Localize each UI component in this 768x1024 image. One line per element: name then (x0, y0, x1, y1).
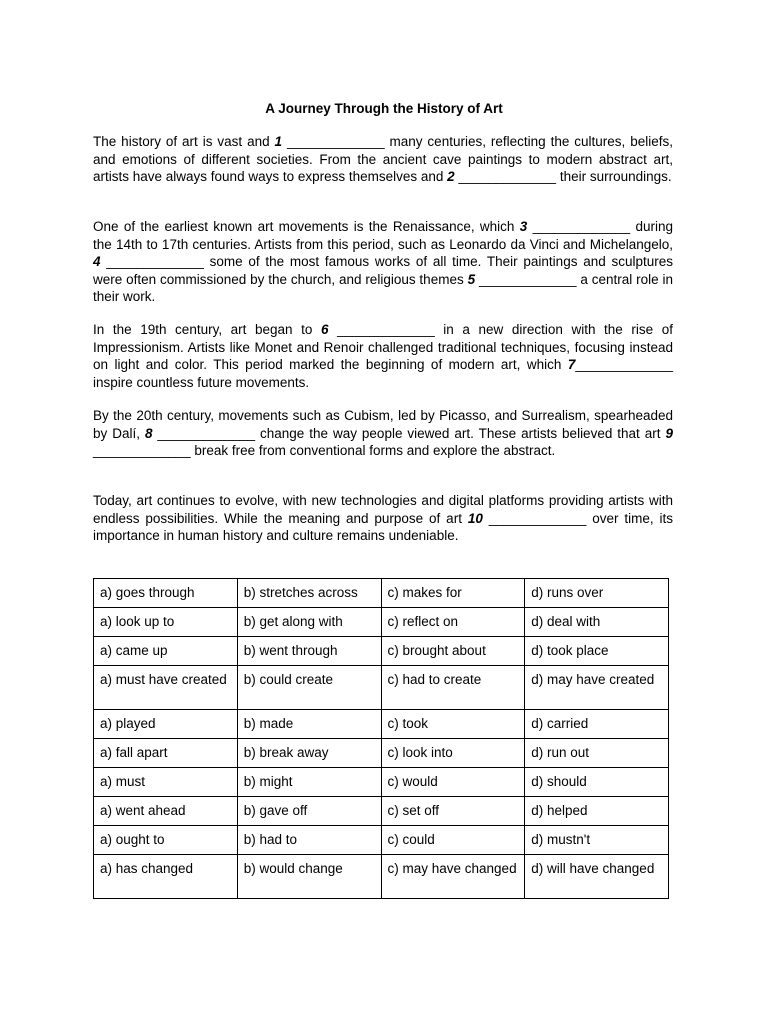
blank-line: _____________ (478, 271, 577, 287)
paragraph-text: during the 14th to 17th centuries. Artists from this period, such as Leonardo da Vinci and Michelangelo, (93, 219, 673, 252)
options-row-3 (94, 637, 669, 666)
options-row-2 (94, 608, 669, 637)
option-cell: c) makes for (381, 579, 525, 608)
paragraph-text: In the 19th century, art began to (93, 322, 321, 337)
paragraph-text: many centuries, reflecting the cultures, beliefs, and emotions of different societies. From the ancient cave paintings to modern abstract art, artists have always found ways to express themselves and (93, 134, 673, 185)
blank-number: 5 (467, 271, 476, 287)
option-cell: b) gave off (237, 797, 381, 826)
blank-line: _____________ (286, 134, 385, 149)
paragraph-text: some of the most famous works of all time. Their paintings and sculptures were often commissioned by the church, and religious themes (93, 254, 673, 287)
blank-line: _____________ (458, 169, 557, 185)
option-cell: c) look into (381, 739, 525, 768)
options-row-7 (94, 768, 669, 797)
option-cell: b) stretches across (237, 579, 381, 608)
paragraph-text: break free from conventional forms and explore the abstract. (190, 443, 556, 459)
option-cell: a) must have created (94, 666, 238, 710)
paragraph-text: their surroundings. (556, 169, 672, 185)
blank-number: 2 (447, 169, 455, 185)
paragraph-5 (93, 492, 673, 545)
option-cell: b) could create (237, 666, 381, 710)
option-cell: c) took (381, 710, 525, 739)
options-row-1 (94, 579, 669, 608)
option-cell: c) would (381, 768, 525, 797)
paragraph-text: The history of art is vast and (93, 134, 275, 149)
option-cell: b) get along with (237, 608, 381, 637)
option-cell: d) will have changed (525, 855, 669, 899)
blank-number: 1 (274, 134, 283, 149)
option-cell: a) goes through (94, 579, 238, 608)
option-cell: c) reflect on (381, 608, 525, 637)
paragraph-text: change the way people viewed art. These artists believed that art (255, 425, 666, 441)
option-cell: a) must (94, 768, 238, 797)
option-cell: b) went through (237, 637, 381, 666)
option-cell: d) took place (525, 637, 669, 666)
blank-number: 3 (519, 219, 528, 234)
option-cell: d) helped (525, 797, 669, 826)
blank-number: 6 (320, 322, 329, 337)
paragraph-3 (93, 321, 673, 391)
blank-line: _____________ (488, 510, 587, 526)
option-cell: d) carried (525, 710, 669, 739)
blank-line: _____________ (337, 322, 435, 337)
option-cell: a) ought to (94, 826, 238, 855)
option-cell: a) fall apart (94, 739, 238, 768)
option-cell: d) deal with (525, 608, 669, 637)
option-cell: d) run out (525, 739, 669, 768)
option-cell: a) played (94, 710, 238, 739)
option-cell: c) brought about (381, 637, 525, 666)
options-row-5 (94, 710, 669, 739)
option-cell: b) had to (237, 826, 381, 855)
blank-number: 10 (467, 510, 483, 526)
paragraph-text: Today, art continues to evolve, with new technologies and digital platforms providing artists with endless possibilities. While the meaning and purpose of art (93, 493, 673, 526)
options-row-9 (94, 826, 669, 855)
option-cell: b) might (237, 768, 381, 797)
paragraph-text: inspire countless future movements. (93, 374, 310, 390)
options-row-4 (94, 666, 669, 710)
blank-line: _____________ (106, 254, 204, 270)
blank-number: 7 (567, 357, 576, 373)
option-cell: a) has changed (94, 855, 238, 899)
option-cell: c) set off (381, 797, 525, 826)
options-row-10 (94, 855, 669, 899)
paragraph-text: over time, its importance in human history and culture remains undeniable. (93, 510, 673, 544)
paragraph-2 (93, 218, 673, 306)
paragraph-4 (93, 407, 673, 460)
options-row-8 (94, 797, 669, 826)
paragraph-1 (93, 133, 673, 186)
blank-line: _____________ (532, 219, 631, 234)
paragraph-text: By the 20th century, movements such as Cubism, led by Picasso, and Surrealism, spearheaded by Dalí, (93, 408, 673, 441)
blank-number: 4 (93, 254, 101, 270)
paragraph-text: in a new direction with the rise of Impressionism. Artists like Monet and Renoir challenged traditional techniques, focusing instead on light and color. This period marked the beginning of modern art, which (93, 322, 673, 373)
option-cell: a) look up to (94, 608, 238, 637)
option-cell: d) runs over (525, 579, 669, 608)
blank-number: 8 (144, 425, 153, 441)
blank-line: _____________ (575, 357, 673, 373)
option-cell: c) could (381, 826, 525, 855)
option-cell: a) went ahead (94, 797, 238, 826)
paragraph-text: One of the earliest known art movements is the Renaissance, which (93, 219, 520, 234)
blank-line: _____________ (93, 443, 191, 459)
option-cell: c) had to create (381, 666, 525, 710)
option-cell: d) may have created (525, 666, 669, 710)
blank-line: _____________ (157, 425, 256, 441)
options-table (93, 578, 669, 899)
option-cell: d) should (525, 768, 669, 797)
options-row-6 (94, 739, 669, 768)
page-title: A Journey Through the History of Art (265, 101, 503, 116)
option-cell: b) made (237, 710, 381, 739)
option-cell: c) may have changed (381, 855, 525, 899)
option-cell: b) break away (237, 739, 381, 768)
option-cell: d) mustn't (525, 826, 669, 855)
paragraph-text: a central role in their work. (93, 271, 673, 305)
blank-number: 9 (665, 425, 673, 441)
option-cell: a) came up (94, 637, 238, 666)
option-cell: b) would change (237, 855, 381, 899)
